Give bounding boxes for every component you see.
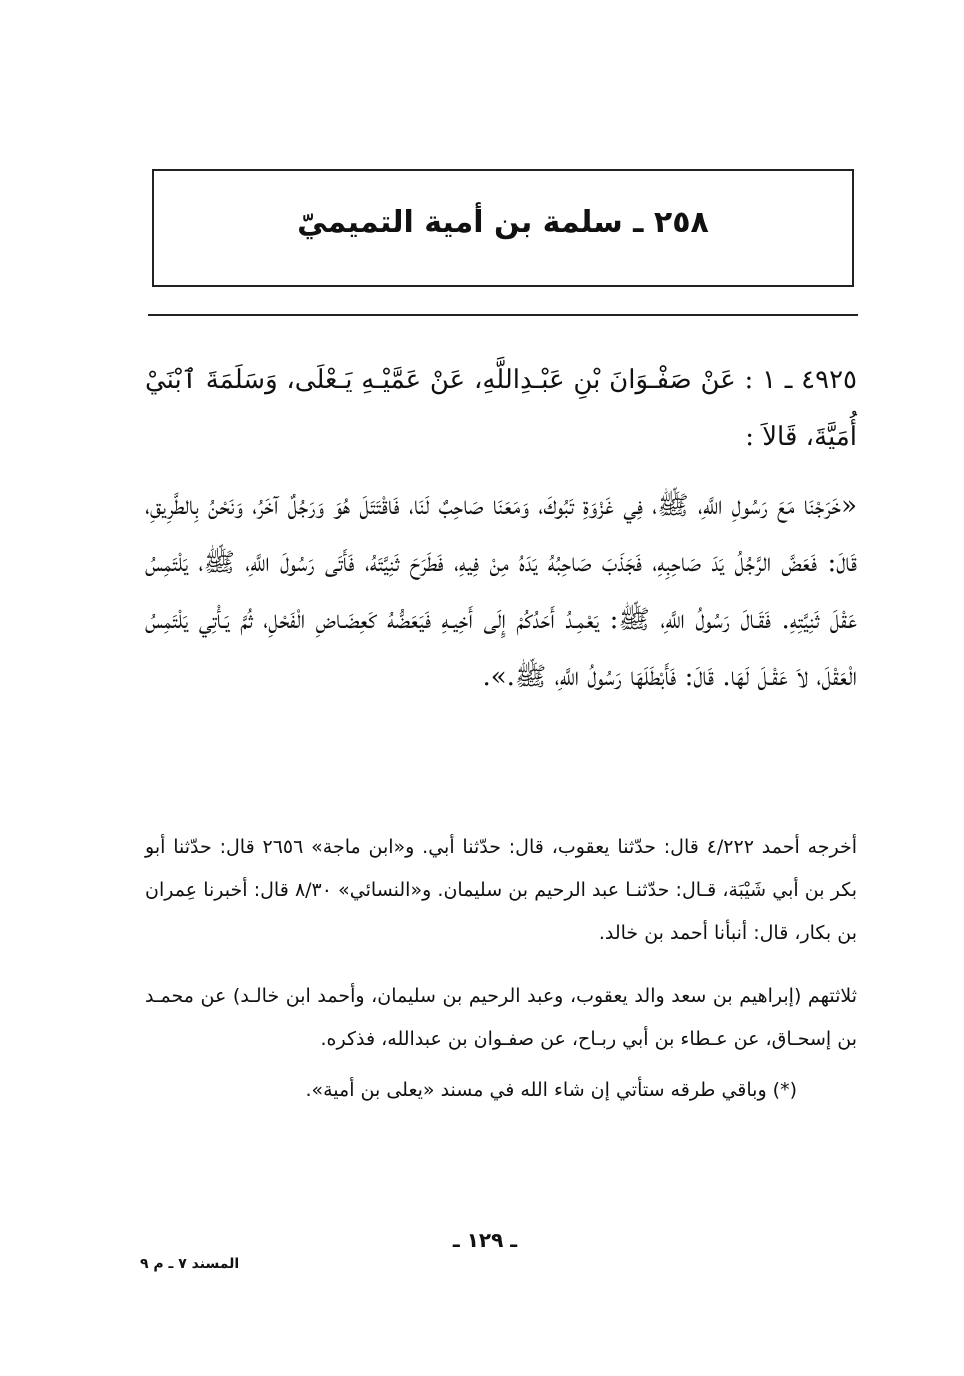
hadith-body	[145, 352, 857, 706]
chapter-title-box	[152, 169, 854, 287]
hadith-intro: ٤٩٢٥ ـ ١ : عَنْ صَفْـوَانَ بْنِ عَبْـدِاللَّهِ، عَنْ عَمَّيْـهِ يَـعْلَى، وَسَلَمَةَ ٱبْنَيْ أُمَيَّةَ، قَالاَ :	[145, 365, 857, 452]
takhrij-source: أخرجه أحمد ٤/٢٢٢ قال: حدّثنا يعقوب، قال: حدّثنا أبي. و«ابن ماجة» ٢٦٥٦ قال: حدّثنا أبو بكر بن أبي شَيْبَة، قـال: حدّثنـا عبد الرحيم بن سليمان. و«النسائي» ٨/٣٠ قال: أخبرنا عِمران بن بكار، قال: أنبأنا أحمد بن خالد.	[145, 836, 858, 944]
hadith-text: «خَرَجْنَا مَعَ رَسُولِ اللَّهِ، ﷺ، فِي غَزْوَةِ تَبُوكَ، وَمَعَنَا صَاحِبٌ لَنَا، فَاقْتَتَلَ هُوَ وَرَجُلٌ آخَرُ، وَنَحْنُ بِالطَّرِيقِ، قَالَ: فَعَضَّ الرَّجُلُ يَدَ صَاحِبِهِ، فَجَذَبَ صَاحِبُهُ يَدَهُ مِنْ فِيهِ، فَطَرَحَ ثَنِيَّتَهُ، فَأَتَى رَسُولَ اللَّهِ، ﷺ، يَلْتَمِسُ عَقْلَ ثَنِيَّتِهِ. فَقَـالَ رَسُولُ اللَّهِ، ﷺ: يَعْمِـدُ أَحَدُكُمْ إِلَى أَخِيـهِ فَيَعَضُّهُ كَعِضَـاضِ الْفَحْلِ، ثُمَّ يَـأْتِي يَلْتَمِسُ الْعَقْلَ، لاَ عَقْـلَ لَهَا. قَالَ: فَأَبْطَلَهَا رَسُولُ اللَّهِ، ﷺ.».	[145, 491, 857, 692]
takhrij-sanad: ثلاثتهم (إبراهيم بن سعد والد يعقوب، وعبد الرحيم بن سليمان، وأحمد ابن خالـد) عن محمـد بن إسحـاق، عن عـطاء بن أبي ربـاح، عن صفـوان بن عبدالله، فذكره.	[145, 985, 857, 1050]
chapter-title: ٢٥٨ ـ سلمة بن أمية التميميّ	[297, 204, 709, 240]
page-number: ـ ١٢٩ ـ	[452, 1228, 518, 1252]
takhrij-section	[145, 826, 857, 1112]
takhrij-note: (*) وباقي طرقه ستأتي إن شاء الله في مسند «يعلى بن أمية».	[305, 1079, 797, 1101]
header-divider	[148, 314, 858, 316]
printer-signature: المسند ٧ ـ م ٩	[140, 1256, 240, 1272]
